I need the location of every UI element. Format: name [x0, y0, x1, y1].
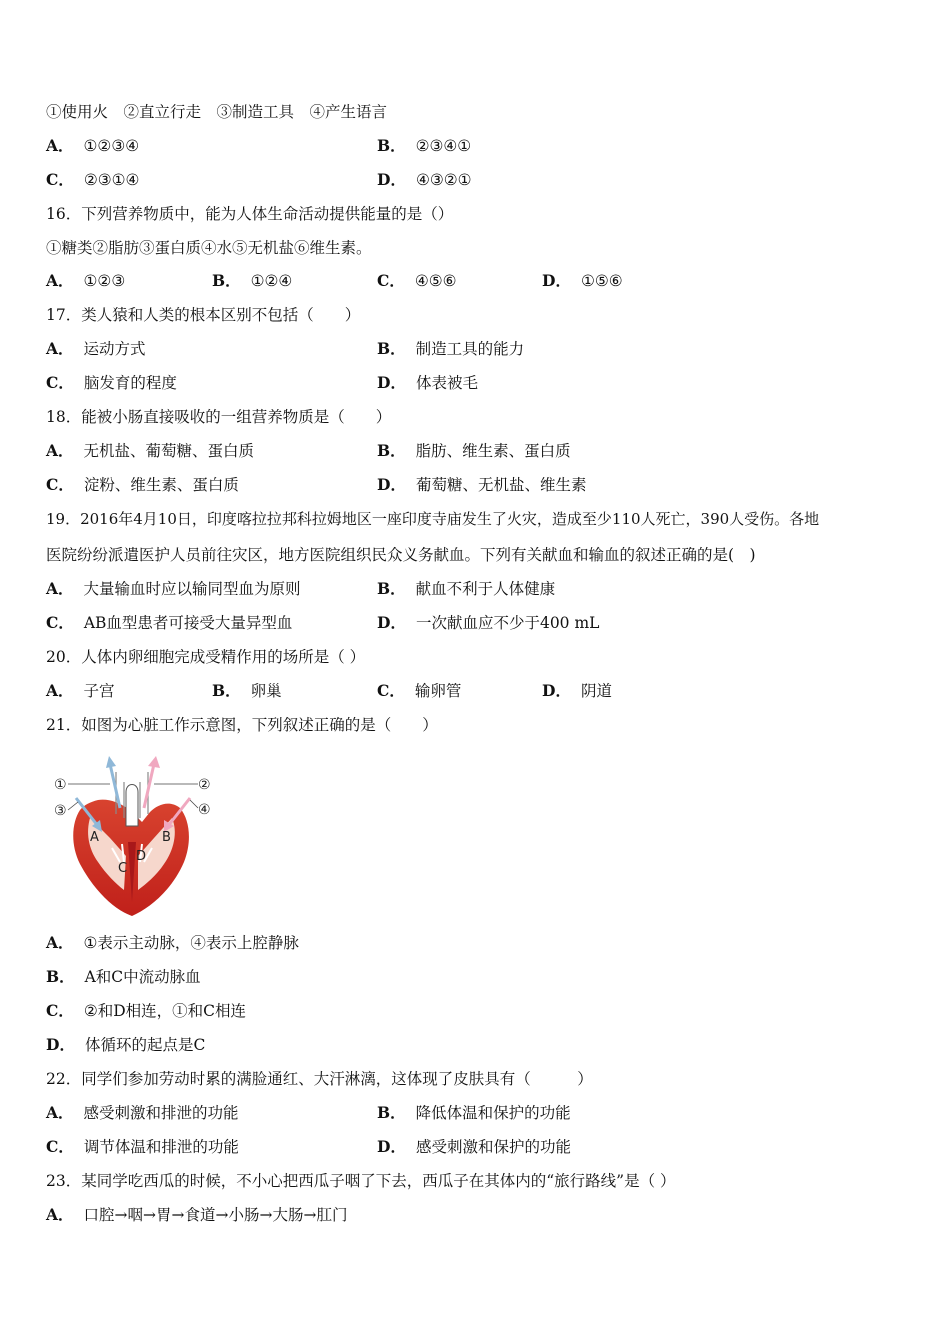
q19-option-c: [46, 612, 292, 634]
option-label: D．: [377, 170, 406, 189]
option-text: ①⑤⑥: [580, 272, 623, 290]
option-text: 子宫: [83, 682, 115, 700]
q15-option-c: [46, 169, 139, 191]
q20-stem: 20．人体内卵细胞完成受精作用的场所是（ ）: [46, 648, 366, 666]
option-text: 体循环的起点是C: [84, 1036, 206, 1054]
heart-diagram: [50, 752, 225, 922]
central-vessel: [126, 785, 138, 827]
option-text: 阴道: [580, 682, 612, 700]
pink-arrowhead-up: [148, 756, 160, 768]
option-text: 无机盐、葡萄糖、蛋白质: [83, 442, 255, 460]
q21-option-a: [46, 932, 299, 954]
option-label: C．: [46, 1137, 74, 1156]
option-text: ①②③: [83, 272, 126, 290]
q21-option-b: [46, 966, 201, 988]
option-label: A．: [46, 681, 74, 700]
q23-stem: 23．某同学吃西瓜的时候，不小心把西瓜子咽了下去，西瓜子在其体内的“旅行路线”是（ ）: [46, 1172, 676, 1190]
q20-option-a: [46, 680, 115, 702]
option-label: A．: [46, 339, 74, 358]
q21-option-d: [46, 1034, 205, 1056]
label-D: D: [136, 849, 147, 864]
option-label: B．: [377, 136, 406, 155]
option-label: B．: [377, 1103, 406, 1122]
option-text: 体表被毛: [415, 374, 478, 392]
option-label: A．: [46, 136, 74, 155]
option-label: A．: [46, 271, 74, 290]
option-text: 运动方式: [83, 340, 146, 358]
option-text: ①②④: [250, 272, 293, 290]
option-label: D．: [377, 475, 406, 494]
q18-option-c: [46, 474, 239, 496]
option-label: D．: [46, 1035, 75, 1054]
option-text: 制造工具的能力: [415, 340, 525, 358]
option-label: A．: [46, 1205, 74, 1224]
q23-option-a: [46, 1204, 347, 1226]
option-label: A．: [46, 579, 74, 598]
option-text: 葡萄糖、无机盐、维生素: [415, 476, 587, 494]
option-text: 卵巢: [250, 682, 282, 700]
q22-option-b: [377, 1102, 571, 1124]
option-label: B．: [212, 271, 241, 290]
option-label: C．: [46, 373, 74, 392]
option-label: C．: [377, 681, 405, 700]
option-text: AB血型患者可接受大量异型血: [83, 614, 293, 632]
option-label: D．: [542, 271, 571, 290]
label-1: ①: [54, 777, 67, 793]
q16-option-b: [212, 270, 292, 292]
q19-stem-line2: 医院纷纷派遣医护人员前往灾区，地方医院组织民众义务献血。下列有关献血和输血的叙述正确的是( ): [46, 546, 756, 564]
q15-option-b: [377, 135, 471, 157]
option-text: ①表示主动脉，④表示上腔静脉: [83, 934, 299, 952]
q18-stem: 18．能被小肠直接吸收的一组营养物质是（ ）: [46, 408, 392, 426]
q20-option-b: [212, 680, 282, 702]
option-text: 淀粉、维生素、蛋白质: [83, 476, 239, 494]
option-text: 感受刺激和排泄的功能: [83, 1104, 239, 1122]
option-label: C．: [46, 613, 74, 632]
option-label: D．: [542, 681, 571, 700]
option-label: C．: [46, 1001, 74, 1020]
q20-option-d: [542, 680, 612, 702]
leader-3: [68, 802, 78, 810]
option-label: B．: [377, 579, 406, 598]
option-label: B．: [377, 441, 406, 460]
option-label: D．: [377, 373, 406, 392]
option-label: B．: [46, 967, 75, 986]
option-text: 献血不利于人体健康: [415, 580, 556, 598]
option-label: B．: [377, 339, 406, 358]
q22-stem: 22．同学们参加劳动时累的满脸通红、大汗淋漓，这体现了皮肤具有（ ）: [46, 1070, 593, 1088]
q21-option-c: [46, 1000, 246, 1022]
option-label: B．: [212, 681, 241, 700]
label-4: ④: [198, 802, 211, 818]
q15-option-a: [46, 135, 139, 157]
leader-4: [190, 800, 198, 808]
q17-option-b: [377, 338, 524, 360]
q19-option-a: [46, 578, 301, 600]
option-label: A．: [46, 441, 74, 460]
q16-option-a: [46, 270, 125, 292]
label-B: B: [162, 830, 171, 845]
option-text: ①②③④: [83, 137, 140, 155]
q16-sub: ①糖类②脂肪③蛋白质④水⑤无机盐⑥维生素。: [46, 239, 372, 257]
label-2: ②: [198, 777, 211, 793]
option-text: ④③②①: [415, 171, 472, 189]
q15-stem: ①使用火 ②直立行走 ③制造工具 ④产生语言: [46, 103, 388, 121]
option-text: ④⑤⑥: [414, 272, 457, 290]
q19-option-b: [377, 578, 555, 600]
label-3: ③: [54, 803, 67, 819]
q18-option-a: [46, 440, 254, 462]
q16-stem: 16．下列营养物质中，能为人体生命活动提供能量的是（）: [46, 205, 454, 223]
label-C: C: [118, 861, 128, 876]
q16-option-c: [377, 270, 457, 292]
option-label: C．: [46, 475, 74, 494]
option-label: A．: [46, 1103, 74, 1122]
option-text: A和C中流动脉血: [84, 968, 201, 986]
option-text: 脂肪、维生素、蛋白质: [415, 442, 571, 460]
option-text: 降低体温和保护的功能: [415, 1104, 571, 1122]
q22-option-c: [46, 1136, 239, 1158]
option-label: C．: [46, 170, 74, 189]
option-label: A．: [46, 933, 74, 952]
blue-arrowhead-up: [106, 756, 116, 768]
q15-option-d: [377, 169, 472, 191]
q21-stem: 21．如图为心脏工作示意图，下列叙述正确的是（ ）: [46, 716, 438, 734]
option-text: 感受刺激和保护的功能: [415, 1138, 571, 1156]
q20-option-c: [377, 680, 461, 702]
option-text: 输卵管: [414, 682, 462, 700]
q22-option-a: [46, 1102, 239, 1124]
option-text: ②和D相连，①和C相连: [83, 1002, 247, 1020]
q19-option-d: [377, 612, 599, 634]
pink-arrow-up: [144, 764, 154, 808]
option-text: ②③④①: [415, 137, 472, 155]
q17-stem: 17．类人猿和人类的根本区别不包括（ ）: [46, 306, 361, 324]
q17-option-c: [46, 372, 177, 394]
q18-option-b: [377, 440, 571, 462]
label-A: A: [90, 830, 99, 845]
q17-option-d: [377, 372, 478, 394]
option-text: 大量输血时应以输同型血为原则: [83, 580, 301, 598]
option-text: 口腔→咽→胃→食道→小肠→大肠→肛门: [83, 1206, 348, 1224]
q22-option-d: [377, 1136, 571, 1158]
option-text: 一次献血应不少于400 mL: [415, 614, 600, 632]
q17-option-a: [46, 338, 146, 360]
option-label: D．: [377, 1137, 406, 1156]
q16-option-d: [542, 270, 623, 292]
option-label: D．: [377, 613, 406, 632]
q19-stem-line1: 19．2016年4月10日，印度喀拉拉邦科拉姆地区一座印度寺庙发生了火灾，造成至少110人死亡，390人受伤。各地: [46, 510, 820, 528]
option-text: 调节体温和排泄的功能: [83, 1138, 239, 1156]
q18-option-d: [377, 474, 586, 496]
option-label: C．: [377, 271, 405, 290]
option-text: ②③①④: [83, 171, 140, 189]
option-text: 脑发育的程度: [83, 374, 177, 392]
